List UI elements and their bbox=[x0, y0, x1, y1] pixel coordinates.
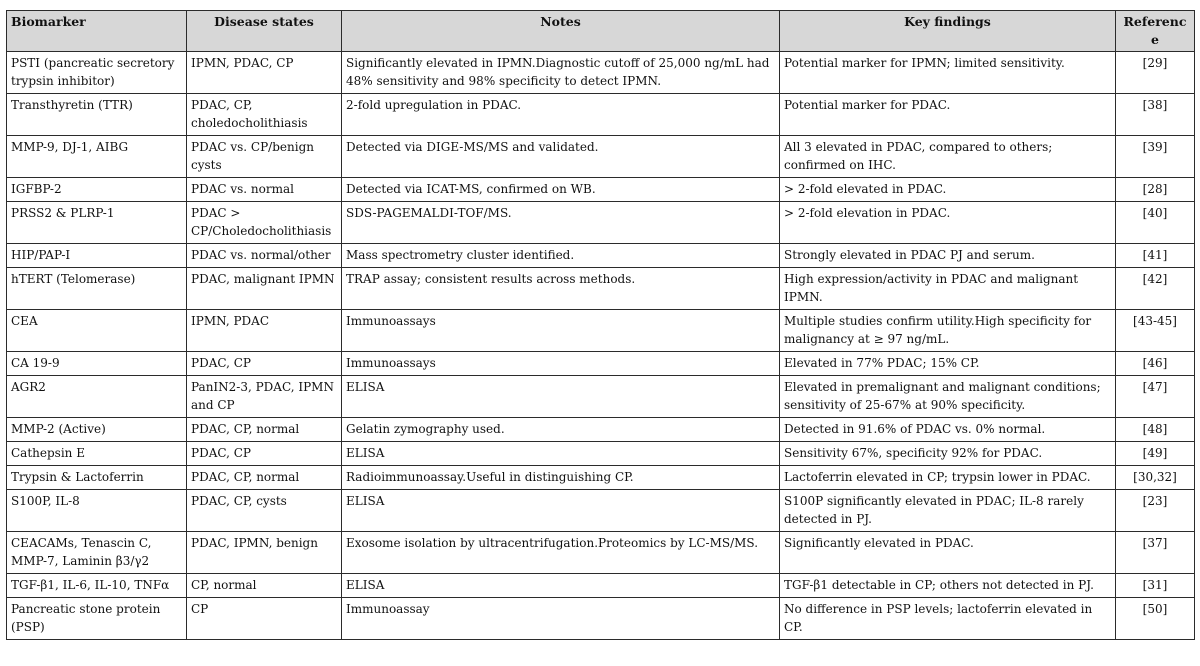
cell-disease-states: CP, normal bbox=[187, 574, 342, 598]
cell-disease-states: IPMN, PDAC, CP bbox=[187, 52, 342, 94]
table-row bbox=[7, 94, 1195, 136]
table-row bbox=[7, 136, 1195, 178]
cell-reference: [28] bbox=[1116, 178, 1195, 202]
cell-disease-states: PDAC vs. normal bbox=[187, 178, 342, 202]
cell-notes: ELISA bbox=[342, 490, 780, 532]
cell-disease-states: IPMN, PDAC bbox=[187, 310, 342, 352]
cell-disease-states: PDAC > CP/Choledocholithiasis bbox=[187, 202, 342, 244]
cell-reference: [23] bbox=[1116, 490, 1195, 532]
cell-disease-states: PanIN2-3, PDAC, IPMN and CP bbox=[187, 376, 342, 418]
cell-notes: Gelatin zymography used. bbox=[342, 418, 780, 442]
table-row bbox=[7, 244, 1195, 268]
cell-key-findings: Potential marker for IPMN; limited sensitivity. bbox=[780, 52, 1116, 94]
table-row bbox=[7, 52, 1195, 94]
cell-key-findings: TGF-β1 detectable in CP; others not detected in PJ. bbox=[780, 574, 1116, 598]
cell-reference: [42] bbox=[1116, 268, 1195, 310]
cell-key-findings: All 3 elevated in PDAC, compared to others; confirmed on IHC. bbox=[780, 136, 1116, 178]
cell-reference: [29] bbox=[1116, 52, 1195, 94]
cell-disease-states: PDAC, CP bbox=[187, 442, 342, 466]
cell-key-findings: No difference in PSP levels; lactoferrin elevated in CP. bbox=[780, 598, 1116, 640]
cell-notes: SDS-PAGEMALDI-TOF/MS. bbox=[342, 202, 780, 244]
cell-biomarker: MMP-9, DJ-1, AIBG bbox=[7, 136, 187, 178]
cell-notes: Immunoassays bbox=[342, 310, 780, 352]
cell-biomarker: hTERT (Telomerase) bbox=[7, 268, 187, 310]
cell-key-findings: High expression/activity in PDAC and malignant IPMN. bbox=[780, 268, 1116, 310]
cell-notes: Detected via DIGE-MS/MS and validated. bbox=[342, 136, 780, 178]
cell-reference: [41] bbox=[1116, 244, 1195, 268]
cell-biomarker: Pancreatic stone protein (PSP) bbox=[7, 598, 187, 640]
table-row bbox=[7, 418, 1195, 442]
cell-key-findings: Detected in 91.6% of PDAC vs. 0% normal. bbox=[780, 418, 1116, 442]
cell-biomarker: PRSS2 & PLRP-1 bbox=[7, 202, 187, 244]
cell-reference: [37] bbox=[1116, 532, 1195, 574]
cell-biomarker: MMP-2 (Active) bbox=[7, 418, 187, 442]
header-disease-states: Disease states bbox=[187, 11, 342, 52]
cell-disease-states: PDAC, CP, normal bbox=[187, 418, 342, 442]
table-row bbox=[7, 598, 1195, 640]
cell-disease-states: PDAC, CP, normal bbox=[187, 466, 342, 490]
cell-biomarker: TGF-β1, IL-6, IL-10, TNFα bbox=[7, 574, 187, 598]
cell-reference: [40] bbox=[1116, 202, 1195, 244]
cell-notes: Immunoassays bbox=[342, 352, 780, 376]
cell-biomarker: S100P, IL-8 bbox=[7, 490, 187, 532]
cell-reference: [46] bbox=[1116, 352, 1195, 376]
cell-biomarker: CEA bbox=[7, 310, 187, 352]
cell-key-findings: Sensitivity 67%, specificity 92% for PDAC. bbox=[780, 442, 1116, 466]
cell-key-findings: Elevated in 77% PDAC; 15% CP. bbox=[780, 352, 1116, 376]
cell-disease-states: CP bbox=[187, 598, 342, 640]
cell-key-findings: Elevated in premalignant and malignant conditions; sensitivity of 25-67% at 90% specificity. bbox=[780, 376, 1116, 418]
cell-key-findings: S100P significantly elevated in PDAC; IL-8 rarely detected in PJ. bbox=[780, 490, 1116, 532]
cell-reference: [50] bbox=[1116, 598, 1195, 640]
cell-biomarker: CEACAMs, Tenascin C, MMP-7, Laminin β3/γ2 bbox=[7, 532, 187, 574]
cell-reference: [30,32] bbox=[1116, 466, 1195, 490]
biomarker-table-container bbox=[6, 10, 1194, 640]
header-reference: Reference bbox=[1116, 11, 1195, 52]
cell-biomarker: PSTI (pancreatic secretory trypsin inhibitor) bbox=[7, 52, 187, 94]
cell-disease-states: PDAC, malignant IPMN bbox=[187, 268, 342, 310]
header-notes: Notes bbox=[342, 11, 780, 52]
cell-reference: [48] bbox=[1116, 418, 1195, 442]
cell-notes: ELISA bbox=[342, 574, 780, 598]
cell-biomarker: CA 19-9 bbox=[7, 352, 187, 376]
header-key-findings: Key findings bbox=[780, 11, 1116, 52]
cell-key-findings: Strongly elevated in PDAC PJ and serum. bbox=[780, 244, 1116, 268]
cell-notes: TRAP assay; consistent results across methods. bbox=[342, 268, 780, 310]
cell-notes: ELISA bbox=[342, 376, 780, 418]
cell-reference: [39] bbox=[1116, 136, 1195, 178]
header-biomarker: Biomarker bbox=[7, 11, 187, 52]
cell-reference: [47] bbox=[1116, 376, 1195, 418]
cell-notes: Radioimmunoassay.Useful in distinguishing CP. bbox=[342, 466, 780, 490]
table-row bbox=[7, 490, 1195, 532]
table-body bbox=[7, 52, 1195, 640]
cell-notes: ELISA bbox=[342, 442, 780, 466]
table-row bbox=[7, 352, 1195, 376]
cell-key-findings: Multiple studies confirm utility.High specificity for malignancy at ≥ 97 ng/mL. bbox=[780, 310, 1116, 352]
cell-disease-states: PDAC vs. normal/other bbox=[187, 244, 342, 268]
table-header-row bbox=[7, 11, 1195, 52]
table-row bbox=[7, 532, 1195, 574]
cell-reference: [31] bbox=[1116, 574, 1195, 598]
cell-reference: [43-45] bbox=[1116, 310, 1195, 352]
cell-notes: Significantly elevated in IPMN.Diagnostic cutoff of 25,000 ng/mL had 48% sensitivity and 98% specificity to detect IPMN. bbox=[342, 52, 780, 94]
cell-reference: [49] bbox=[1116, 442, 1195, 466]
cell-notes: Detected via ICAT-MS, confirmed on WB. bbox=[342, 178, 780, 202]
table-row bbox=[7, 202, 1195, 244]
cell-biomarker: HIP/PAP-I bbox=[7, 244, 187, 268]
cell-biomarker: Cathepsin E bbox=[7, 442, 187, 466]
cell-biomarker: AGR2 bbox=[7, 376, 187, 418]
biomarker-table bbox=[6, 10, 1195, 640]
cell-notes: 2-fold upregulation in PDAC. bbox=[342, 94, 780, 136]
cell-key-findings: > 2-fold elevation in PDAC. bbox=[780, 202, 1116, 244]
cell-biomarker: Transthyretin (TTR) bbox=[7, 94, 187, 136]
table-row bbox=[7, 178, 1195, 202]
table-row bbox=[7, 442, 1195, 466]
cell-disease-states: PDAC, CP, cysts bbox=[187, 490, 342, 532]
cell-disease-states: PDAC, CP bbox=[187, 352, 342, 376]
cell-disease-states: PDAC vs. CP/benign cysts bbox=[187, 136, 342, 178]
cell-key-findings: Lactoferrin elevated in CP; trypsin lower in PDAC. bbox=[780, 466, 1116, 490]
cell-notes: Exosome isolation by ultracentrifugation.Proteomics by LC-MS/MS. bbox=[342, 532, 780, 574]
table-row bbox=[7, 310, 1195, 352]
table-row bbox=[7, 268, 1195, 310]
cell-biomarker: IGFBP-2 bbox=[7, 178, 187, 202]
cell-disease-states: PDAC, CP, choledocholithiasis bbox=[187, 94, 342, 136]
cell-key-findings: Significantly elevated in PDAC. bbox=[780, 532, 1116, 574]
cell-notes: Mass spectrometry cluster identified. bbox=[342, 244, 780, 268]
cell-key-findings: > 2-fold elevated in PDAC. bbox=[780, 178, 1116, 202]
cell-reference: [38] bbox=[1116, 94, 1195, 136]
table-row bbox=[7, 574, 1195, 598]
cell-key-findings: Potential marker for PDAC. bbox=[780, 94, 1116, 136]
table-row bbox=[7, 376, 1195, 418]
table-row bbox=[7, 466, 1195, 490]
cell-disease-states: PDAC, IPMN, benign bbox=[187, 532, 342, 574]
cell-biomarker: Trypsin & Lactoferrin bbox=[7, 466, 187, 490]
cell-notes: Immunoassay bbox=[342, 598, 780, 640]
